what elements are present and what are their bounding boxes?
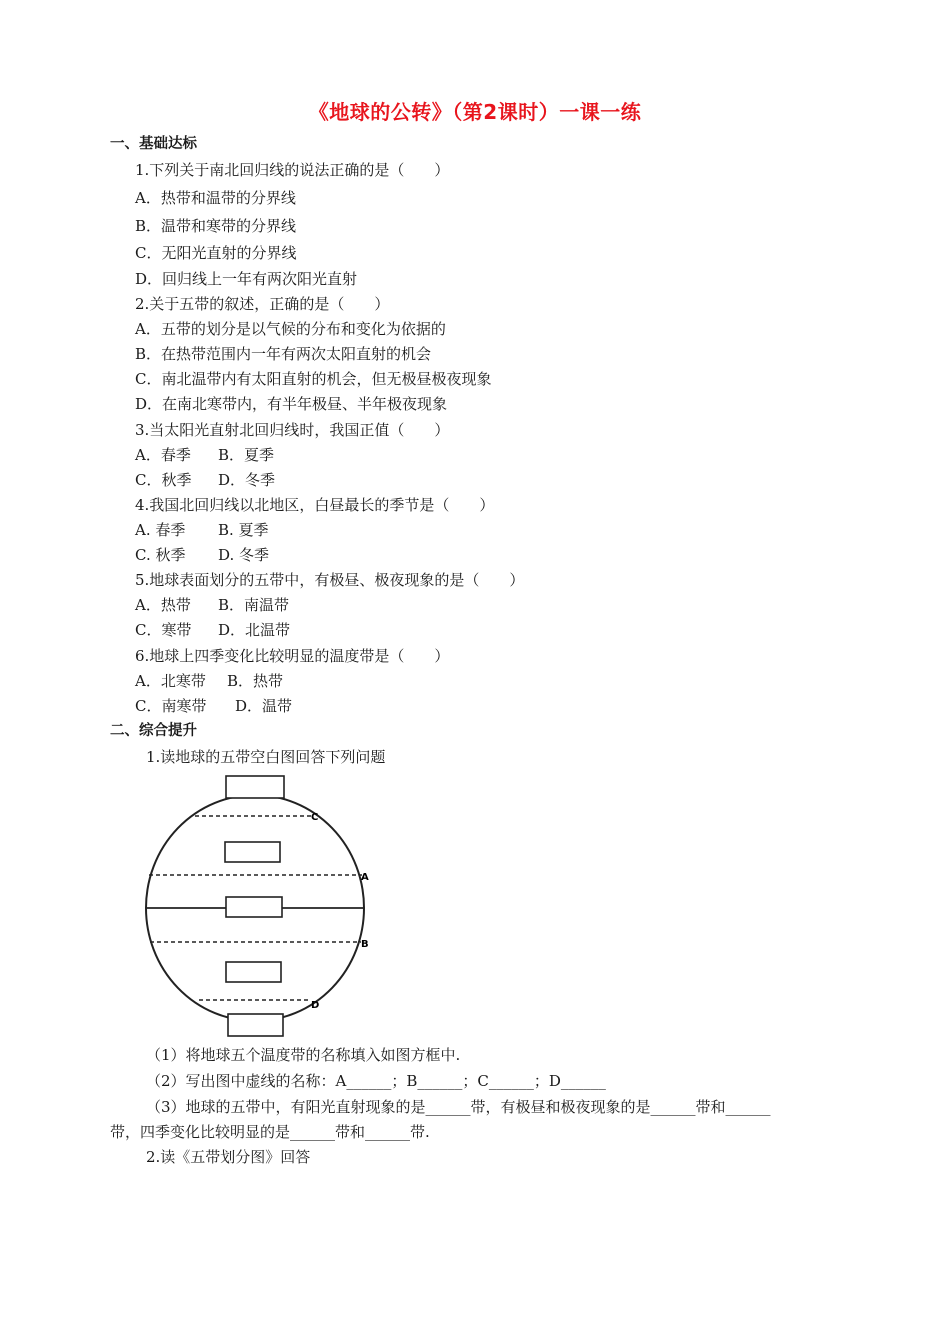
question-stem: 6.地球上四季变化比较明显的温度带是（ ） (135, 647, 450, 665)
option-text: B．在热带范围内一年有两次太阳直射的机会 (135, 345, 432, 363)
zone-box-north-frigid (226, 776, 284, 798)
option-text: D．回归线上一年有两次阳光直射 (135, 270, 358, 288)
question-stem: 5.地球表面划分的五带中，有极昼、极夜现象的是（ ） (135, 571, 525, 589)
option-text: D．在南北寒带内，有半年极昼、半年极夜现象 (135, 395, 448, 413)
option-text: D．冬季 (218, 471, 276, 489)
question-stem: 1.读地球的五带空白图回答下列问题 (146, 748, 386, 766)
option-text: C．寒带 (135, 621, 192, 639)
option-text: C．南北温带内有太阳直射的机会，但无极昼极夜现象 (135, 370, 492, 388)
option-text: C．南寒带 (135, 697, 207, 715)
section-heading-advanced: 二、综合提升 (110, 723, 197, 739)
option-text: A．热带和温带的分界线 (135, 189, 296, 207)
option-text: B．温带和寒带的分界线 (135, 217, 297, 235)
zone-box-north-temperate (225, 842, 280, 862)
option-row (135, 696, 292, 716)
option-text: B．南温带 (218, 596, 290, 614)
option-text: A．春季 (135, 446, 191, 464)
label-c: C (311, 812, 319, 823)
option-text: C. 秋季 (135, 546, 186, 564)
question-stem: 2.读《五带划分图》回答 (146, 1148, 311, 1166)
option-row (135, 671, 283, 691)
zone-box-south-temperate (226, 962, 281, 982)
sub-question-continued: 带，四季变化比较明显的是______带和______带. (110, 1123, 430, 1141)
option-text: C．秋季 (135, 471, 192, 489)
option-text: B．热带 (227, 672, 284, 690)
document-title: 《地球的公转》（第2课时）一课一练 (308, 100, 642, 124)
five-zones-diagram (130, 770, 390, 1044)
label-d: D (311, 1000, 320, 1011)
zone-box-south-frigid (228, 1014, 283, 1036)
label-a: A (361, 872, 369, 883)
option-text: A．北寒带 (135, 672, 206, 690)
question-stem: 1.下列关于南北回归线的说法正确的是（ ） (135, 161, 450, 179)
section-heading-basic: 一、基础达标 (110, 136, 197, 152)
option-text: A. 春季 (135, 521, 186, 539)
sub-question: （2）写出图中虚线的名称：A______；B______；C______；D______ (146, 1072, 606, 1090)
option-text: C．无阳光直射的分界线 (135, 244, 297, 262)
option-row (135, 595, 289, 615)
option-row (135, 470, 275, 490)
sub-question: （3）地球的五带中，有阳光直射现象的是______带，有极昼和极夜现象的是______带和______ (146, 1098, 771, 1116)
label-b: B (361, 939, 369, 950)
option-text: B．夏季 (218, 446, 275, 464)
option-text: A．热带 (135, 596, 191, 614)
option-row (135, 620, 290, 640)
option-text: D．北温带 (218, 621, 291, 639)
zone-box-tropical (226, 897, 282, 917)
question-stem: 4.我国北回归线以北地区，白昼最长的季节是（ ） (135, 496, 495, 514)
option-text: D. 冬季 (218, 546, 270, 564)
option-row (135, 520, 269, 540)
option-row (135, 445, 274, 465)
option-row (135, 545, 269, 565)
five-zones-svg (130, 770, 390, 1040)
option-text: B. 夏季 (218, 521, 269, 539)
question-stem: 2.关于五带的叙述，正确的是（ ） (135, 295, 390, 313)
question-stem: 3.当太阳光直射北回归线时，我国正值（ ） (135, 421, 450, 439)
option-text: A．五带的划分是以气候的分布和变化为依据的 (135, 320, 446, 338)
option-text: D．温带 (235, 697, 293, 715)
sub-question: （1）将地球五个温度带的名称填入如图方框中. (146, 1046, 461, 1064)
